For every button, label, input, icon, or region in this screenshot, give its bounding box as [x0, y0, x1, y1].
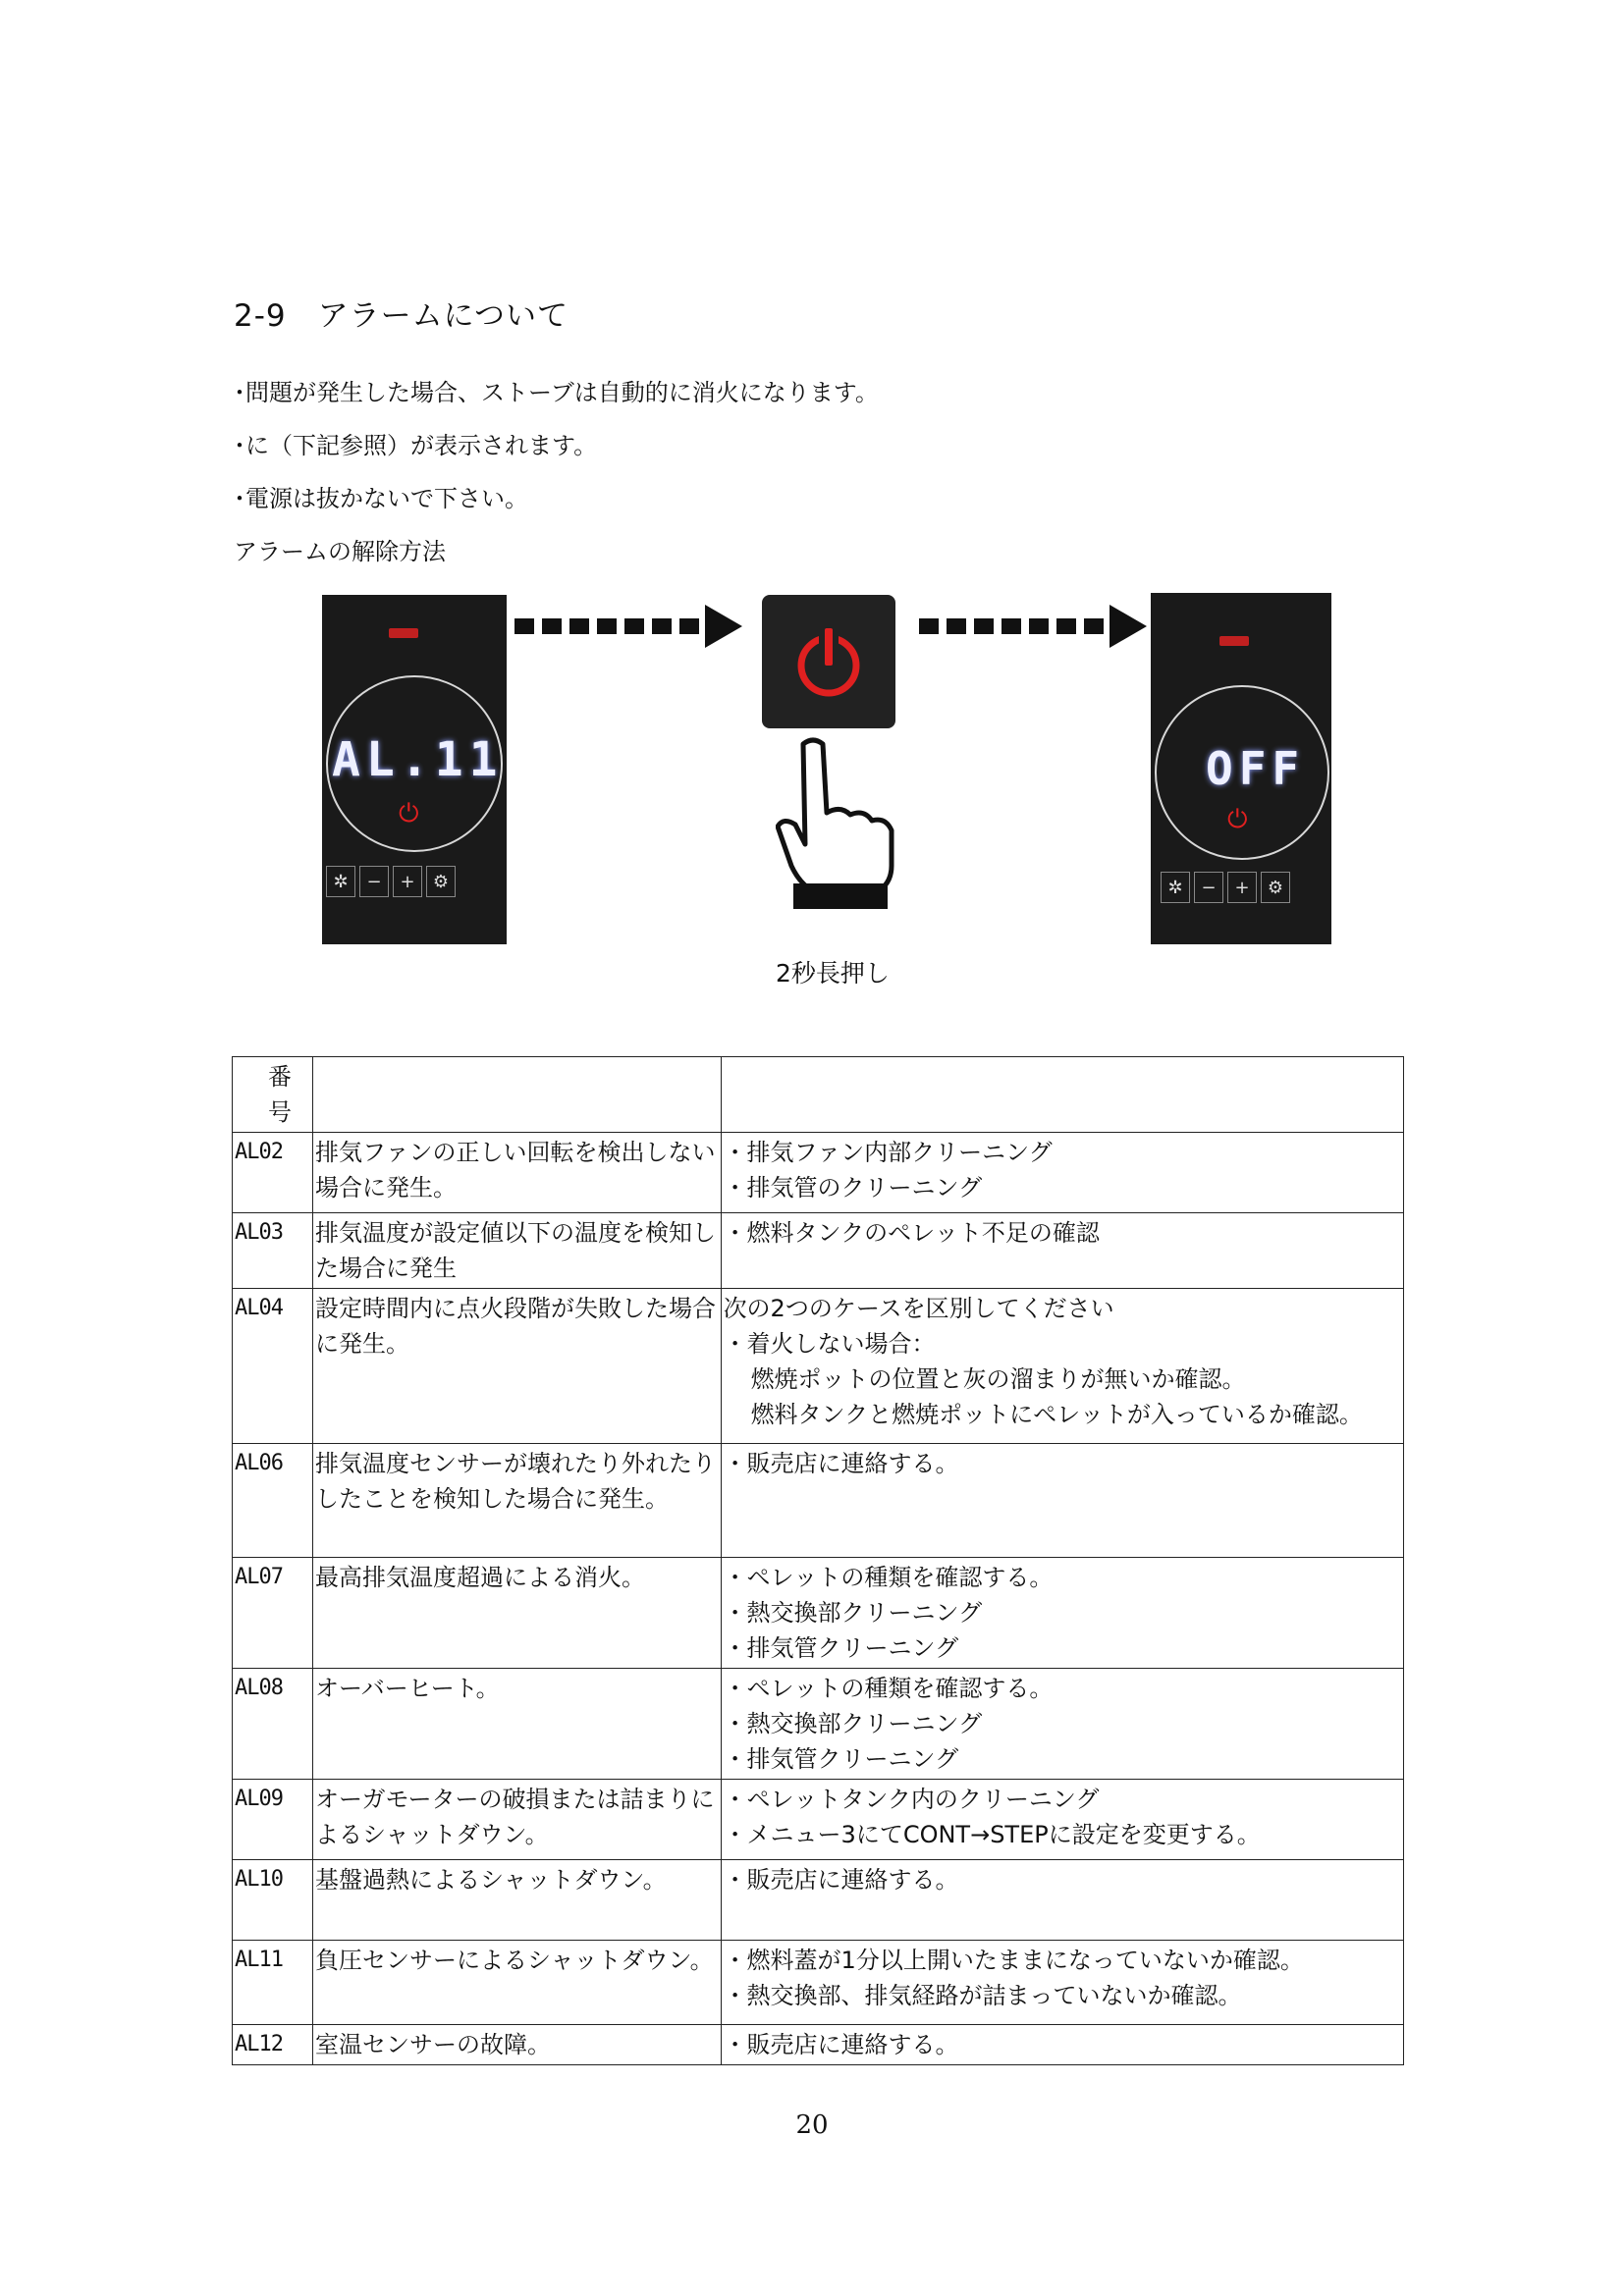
brand-logo: [389, 628, 418, 638]
alarm-remedy: [721, 1669, 1403, 1780]
alarm-table: [232, 1056, 1404, 2065]
dotted-arrow-1: [513, 603, 744, 652]
remedy-line: ・排気管クリーニング: [723, 1634, 959, 1662]
table-row: [233, 1289, 1404, 1444]
panel-button-row: [1161, 872, 1290, 903]
table-row: [233, 1444, 1404, 1558]
power-icon: [762, 595, 895, 728]
figure-caption: 2秒長押し: [776, 959, 890, 988]
table-row: [233, 1133, 1404, 1213]
panel-button-row: [326, 866, 456, 897]
dotted-arrow-2: [917, 603, 1149, 652]
settings-icon: ⚙: [1261, 872, 1290, 903]
remedy-line: ・排気管クリーニング: [723, 1745, 959, 1773]
alarm-cause: 排気ファンの正しい回転を検出しない場合に発生。: [312, 1133, 721, 1213]
alarm-code: AL06: [233, 1444, 313, 1558]
remedy-line: ・販売店に連絡する。: [723, 1450, 959, 1477]
remedy-line: ・熱交換部、排気経路が詰まっていないか確認。: [723, 1982, 1242, 2009]
header-remedy: [721, 1057, 1403, 1133]
alarm-code: AL04: [233, 1289, 313, 1444]
minus-icon: −: [1194, 872, 1223, 903]
brand-logo: [1219, 636, 1249, 646]
fan-icon: ✲: [326, 866, 355, 897]
alarm-cause: 基盤過熱によるシャットダウン。: [312, 1860, 721, 1941]
remedy-line: ・ペレットタンク内のクリーニング: [723, 1786, 1100, 1813]
power-icon: ⏻: [399, 799, 419, 828]
remedy-line: 燃焼ポットの位置と灰の溜まりが無いか確認。: [750, 1365, 1246, 1393]
alarm-code: AL10: [233, 1860, 313, 1941]
table-row: [233, 2025, 1404, 2065]
table-row: [233, 1860, 1404, 1941]
alarm-code: AL07: [233, 1558, 313, 1669]
remedy-line: ・ペレットの種類を確認する。: [723, 1675, 1054, 1702]
remedy-line: ・ペレットの種類を確認する。: [723, 1564, 1054, 1591]
off-display-text: OFF: [1206, 742, 1306, 795]
alarm-cause: オーバーヒート。: [312, 1669, 721, 1780]
remedy-line: ・販売店に連絡する。: [723, 1866, 959, 1894]
plus-icon: +: [1227, 872, 1257, 903]
alarm-cause: 最高排気温度超過による消火。: [312, 1558, 721, 1669]
alarm-code: AL02: [233, 1133, 313, 1213]
remedy-line: ・燃料タンクのペレット不足の確認: [723, 1219, 1100, 1247]
header-number: 番号: [233, 1057, 313, 1133]
reset-method-label: アラームの解除方法: [234, 538, 446, 565]
table-row: [233, 1213, 1404, 1289]
alarm-code: AL03: [233, 1213, 313, 1289]
alarm-cause: 排気温度センサーが壊れたり外れたりしたことを検知した場合に発生。: [312, 1444, 721, 1558]
alarm-remedy: [721, 1289, 1403, 1444]
alarm-code: AL12: [233, 2025, 313, 2065]
alarm-display-text: AL.11: [332, 732, 504, 787]
remedy-line: ・メニュー3にてCONT→STEPに設定を変更する。: [723, 1821, 1261, 1848]
alarm-remedy: [721, 1558, 1403, 1669]
alarm-code: AL11: [233, 1941, 313, 2025]
alarm-remedy: [721, 1444, 1403, 1558]
alarm-cause: 設定時間内に点火段階が失敗した場合に発生。: [312, 1289, 721, 1444]
alarm-remedy: [721, 1860, 1403, 1941]
power-button-image: [762, 595, 895, 728]
alarm-code: AL09: [233, 1780, 313, 1860]
settings-icon: ⚙: [426, 866, 456, 897]
alarm-cause: 負圧センサーによるシャットダウン。: [312, 1941, 721, 2025]
remedy-line: ・熱交換部クリーニング: [723, 1710, 983, 1737]
page-number: 20: [795, 2110, 829, 2140]
pointing-hand-icon: [776, 736, 913, 913]
alarm-remedy: [721, 1133, 1403, 1213]
control-panel-alarm-photo: [322, 595, 507, 944]
remedy-line: 燃料タンクと燃焼ポットにペレットが入っているか確認。: [750, 1401, 1363, 1428]
remedy-line: 次の2つのケースを区別してください: [723, 1295, 1114, 1322]
remedy-line: ・着火しない場合：: [723, 1330, 936, 1358]
intro-line-1: ･問題が発生した場合、ストーブは自動的に消火になります。: [234, 379, 879, 406]
alarm-remedy: [721, 1941, 1403, 2025]
table-row: [233, 1669, 1404, 1780]
fan-icon: ✲: [1161, 872, 1190, 903]
control-panel-off-photo: [1151, 593, 1331, 944]
minus-icon: −: [359, 866, 389, 897]
header-cause: [312, 1057, 721, 1133]
remedy-line: ・排気ファン内部クリーニング: [723, 1139, 1053, 1166]
remedy-line: ・販売店に連絡する。: [723, 2031, 959, 2058]
table-header-row: [233, 1057, 1404, 1133]
alarm-cause: オーガモーターの破損または詰まりによるシャットダウン。: [312, 1780, 721, 1860]
alarm-cause: 排気温度が設定値以下の温度を検知した場合に発生: [312, 1213, 721, 1289]
alarm-cause: 室温センサーの故障。: [312, 2025, 721, 2065]
intro-line-2: ･に（下記参照）が表示されます。: [234, 432, 598, 459]
alarm-remedy: [721, 1213, 1403, 1289]
table-row: [233, 1941, 1404, 2025]
table-row: [233, 1558, 1404, 1669]
remedy-line: ・熱交換部クリーニング: [723, 1599, 983, 1627]
alarm-remedy: [721, 1780, 1403, 1860]
alarm-remedy: [721, 2025, 1403, 2065]
section-heading: 2-9 アラームについて: [234, 298, 569, 334]
remedy-line: ・排気管のクリーニング: [723, 1174, 983, 1201]
remedy-line: ・燃料蓋が1分以上開いたままになっていないか確認。: [723, 1947, 1304, 1974]
intro-line-3: ･電源は抜かないで下さい。: [234, 485, 528, 512]
table-row: [233, 1780, 1404, 1860]
alarm-code: AL08: [233, 1669, 313, 1780]
plus-icon: +: [393, 866, 422, 897]
power-icon: ⏻: [1227, 805, 1248, 834]
